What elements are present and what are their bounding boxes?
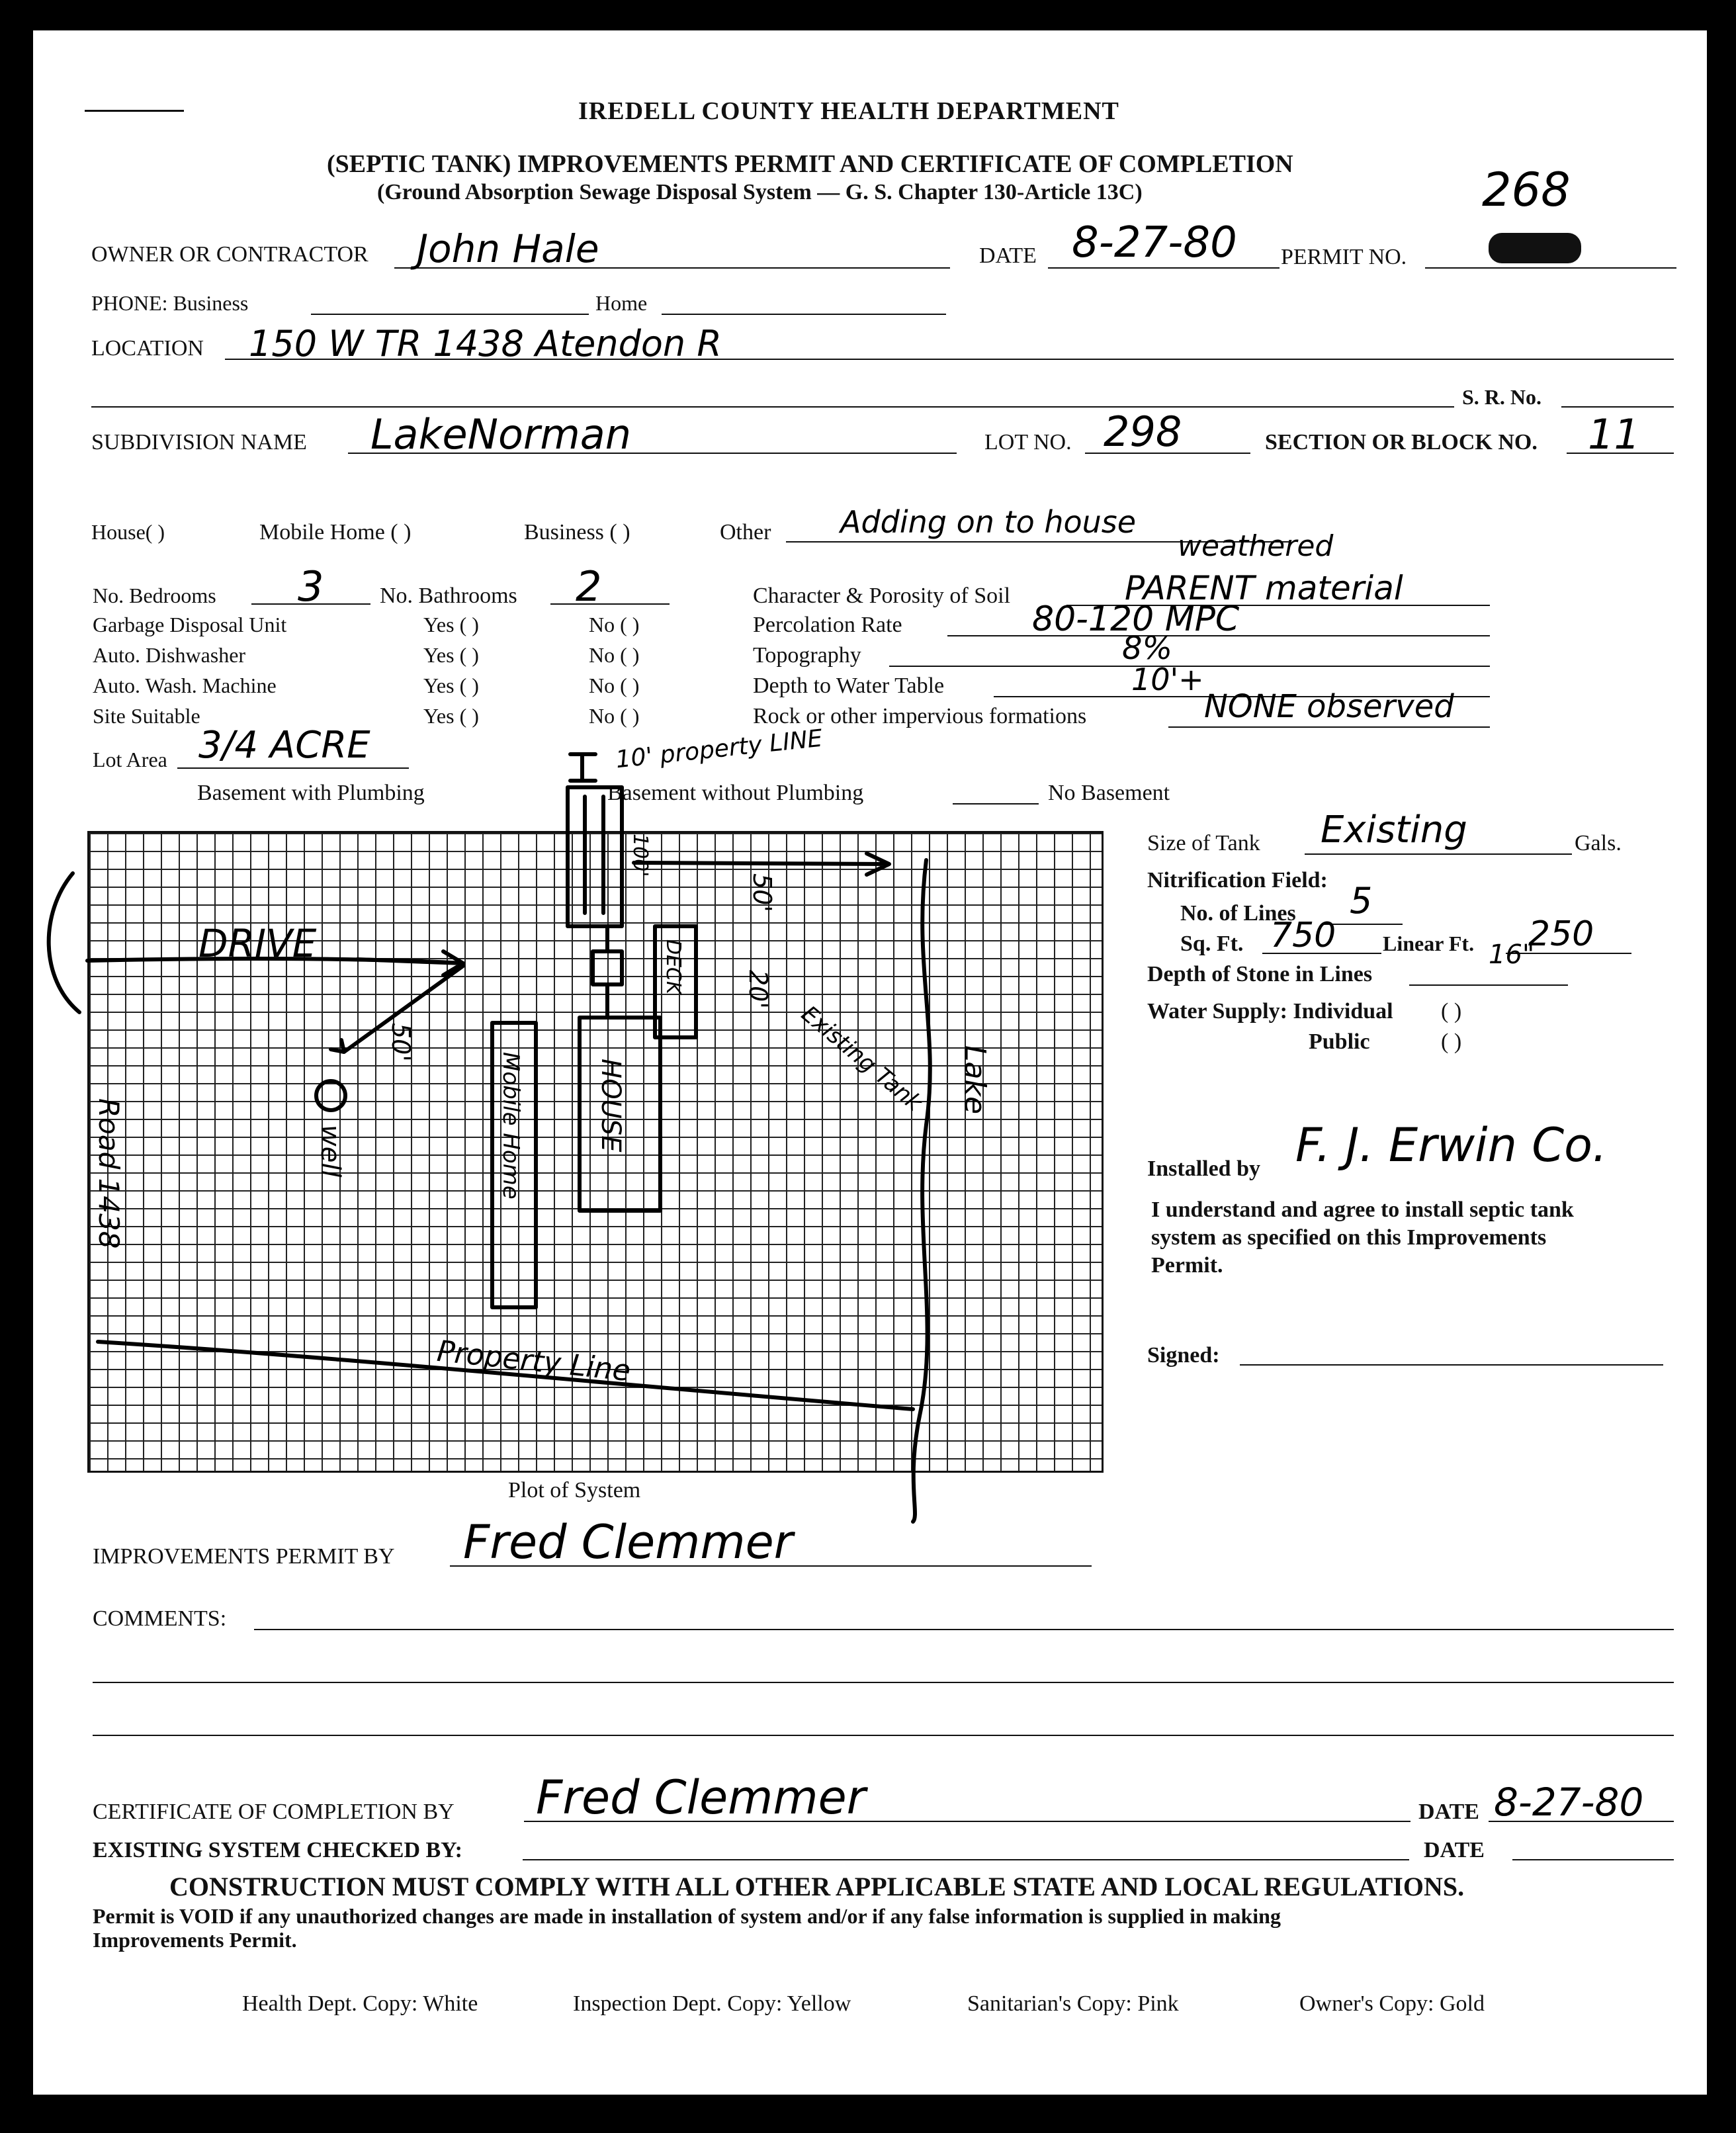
subdivision-value: LakeNorman xyxy=(370,410,632,458)
bedrooms-value: 3 xyxy=(298,562,324,611)
topography-label: Topography xyxy=(753,643,861,668)
section-no-value: 11 xyxy=(1588,410,1640,458)
road-curve xyxy=(49,873,79,1012)
soil-character-note: weathered xyxy=(1178,529,1334,563)
permit-title: (SEPTIC TANK) IMPROVEMENTS PERMIT AND CERTIFICATE OF COMPLETION xyxy=(327,150,1293,178)
comments-line-3 xyxy=(93,1735,1674,1736)
void-notice-2: Improvements Permit. xyxy=(93,1928,297,1952)
bedrooms-label: No. Bedrooms xyxy=(93,584,216,607)
business-checkbox: Business ( ) xyxy=(524,520,630,544)
site-suitable-no: No ( ) xyxy=(589,704,640,728)
copy-sanitarian: Sanitarian's Copy: Pink xyxy=(967,1991,1179,2016)
water-table-value: 10'+ xyxy=(1131,662,1204,697)
tank-size-value: Existing xyxy=(1321,808,1467,851)
wash-machine-label: Auto. Wash. Machine xyxy=(93,674,277,697)
lot-no-value: 298 xyxy=(1104,408,1182,456)
department-title: IREDELL COUNTY HEALTH DEPARTMENT xyxy=(578,97,1119,125)
sketch-distance-50: 50' xyxy=(748,873,777,912)
sketch-deck: DECK xyxy=(662,939,685,994)
bathrooms-label: No. Bathrooms xyxy=(380,584,517,608)
property-line-note: 10' property LINE xyxy=(614,724,824,774)
date-value: 8-27-80 xyxy=(1072,218,1237,267)
improvements-label: IMPROVEMENTS PERMIT BY xyxy=(93,1544,395,1569)
certificate-date-label: DATE xyxy=(1418,1800,1479,1824)
void-notice-1: Permit is VOID if any unauthorized changes are made in installation of system and/or if any false information is supplied in making xyxy=(93,1904,1281,1928)
phone-label: PHONE: Business xyxy=(91,291,249,315)
rock-value: NONE observed xyxy=(1204,688,1454,725)
sketch-lake: Lake xyxy=(958,1045,992,1115)
sketch-drive: DRIVE xyxy=(198,921,317,966)
house-checkbox: House( ) xyxy=(91,520,165,544)
location-value: 150 W TR 1438 Atendon R xyxy=(249,323,722,365)
lot-area-label: Lot Area xyxy=(93,748,167,771)
installed-by-label: Installed by xyxy=(1147,1156,1260,1181)
copy-health: Health Dept. Copy: White xyxy=(242,1991,478,2016)
sketch-well: well xyxy=(315,1125,345,1178)
other-value: Adding on to house xyxy=(840,504,1137,540)
sketch-distance-20: 20' xyxy=(744,970,773,1009)
certificate-label: CERTIFICATE OF COMPLETION BY xyxy=(93,1800,455,1824)
sqft-value: 750 xyxy=(1270,916,1336,955)
existing-date-line xyxy=(1512,1859,1674,1860)
improvements-value: Fred Clemmer xyxy=(463,1515,793,1569)
dishwasher-no: No ( ) xyxy=(589,643,640,667)
permit-number-handwritten: 268 xyxy=(1482,163,1571,217)
sketch-existing-tank: Existing Tank xyxy=(796,1000,928,1117)
linear-ft-value: 250 xyxy=(1528,914,1594,954)
lake-shore xyxy=(913,860,930,1522)
tank-size-label: Size of Tank xyxy=(1147,831,1260,855)
copy-owner: Owner's Copy: Gold xyxy=(1299,1991,1485,2016)
lines-value: 5 xyxy=(1350,880,1373,922)
septic-tank xyxy=(568,787,622,926)
permit-no-label: PERMIT NO. xyxy=(1281,245,1407,269)
mobile-home-checkbox: Mobile Home ( ) xyxy=(259,520,412,544)
basement-with-plumbing: Basement with Plumbing xyxy=(197,781,425,805)
lines-label: No. of Lines xyxy=(1180,901,1296,926)
sketch-mobile-home: Mobile Home xyxy=(498,1052,524,1199)
basement-without-plumbing: Basement without Plumbing xyxy=(607,781,864,805)
wash-machine-yes: Yes ( ) xyxy=(423,674,479,697)
location-label: LOCATION xyxy=(91,336,204,361)
water-supply-label: Water Supply: Individual xyxy=(1147,999,1393,1023)
lot-no-label: LOT NO. xyxy=(984,430,1072,455)
existing-system-label: EXISTING SYSTEM CHECKED BY: xyxy=(93,1838,462,1862)
distance-arrow xyxy=(634,853,889,875)
other-label: Other xyxy=(720,520,771,544)
water-supply-public-box: ( ) xyxy=(1441,1029,1462,1054)
sr-no-label: S. R. No. xyxy=(1462,385,1542,409)
soil-character-value: PARENT material xyxy=(1125,569,1403,607)
sqft-label: Sq. Ft. xyxy=(1180,932,1244,956)
drive-arrow xyxy=(357,951,463,975)
agreement-line-3: Permit. xyxy=(1151,1253,1223,1278)
percolation-label: Percolation Rate xyxy=(753,613,902,637)
distribution-box xyxy=(593,951,622,984)
site-suitable-yes: Yes ( ) xyxy=(423,704,479,728)
topography-value: 8% xyxy=(1122,630,1173,667)
sketch-road: Road 1438 xyxy=(93,1098,125,1249)
garbage-disposal-label: Garbage Disposal Unit xyxy=(93,613,287,636)
sketch-distance-100: 100' xyxy=(629,834,652,877)
wash-machine-no: No ( ) xyxy=(589,674,640,697)
comments-label: COMMENTS: xyxy=(93,1606,227,1631)
owner-value: John Hale xyxy=(417,226,599,271)
existing-system-line xyxy=(523,1859,1409,1860)
copy-inspection: Inspection Dept. Copy: Yellow xyxy=(573,1991,851,2016)
signed-label: Signed: xyxy=(1147,1343,1220,1368)
existing-date-label: DATE xyxy=(1424,1838,1485,1862)
site-suitable-label: Site Suitable xyxy=(93,704,200,728)
water-supply-public: Public xyxy=(1309,1029,1370,1054)
no-basement: No Basement xyxy=(1048,781,1170,805)
phone-home-label: Home xyxy=(595,291,648,315)
soil-character-label: Character & Porosity of Soil xyxy=(753,584,1011,608)
stone-depth-label: Depth of Stone in Lines xyxy=(1147,962,1373,986)
dishwasher-label: Auto. Dishwasher xyxy=(93,643,246,667)
subdivision-label: SUBDIVISION NAME xyxy=(91,430,307,455)
owner-label: OWNER OR CONTRACTOR xyxy=(91,242,369,267)
garbage-yes: Yes ( ) xyxy=(423,613,479,636)
construction-notice: CONSTRUCTION MUST COMPLY WITH ALL OTHER APPLICABLE STATE AND LOCAL REGULATIONS. xyxy=(169,1872,1465,1901)
comments-line-2 xyxy=(93,1682,1674,1683)
lot-area-value: 3/4 ACRE xyxy=(198,724,370,767)
plot-caption: Plot of System xyxy=(508,1478,641,1502)
installed-by-value: F. J. Erwin Co. xyxy=(1295,1118,1608,1172)
certificate-date-value: 8-27-80 xyxy=(1494,1780,1644,1825)
agreement-line-2: system as specified on this Improvements xyxy=(1151,1225,1547,1250)
sketch-house: HOUSE xyxy=(595,1059,626,1153)
linear-ft-label: Linear Ft. xyxy=(1383,932,1475,955)
sketch-distance-50b: 50' xyxy=(386,1023,415,1062)
date-label: DATE xyxy=(979,243,1037,268)
water-supply-individual-box: ( ) xyxy=(1441,999,1462,1023)
certificate-value: Fred Clemmer xyxy=(536,1770,866,1825)
permit-subtitle: (Ground Absorption Sewage Disposal System — G. S. Chapter 130-Article 13C) xyxy=(377,180,1143,204)
section-no-label: SECTION OR BLOCK NO. xyxy=(1265,430,1538,455)
percolation-value: 80-120 MPC xyxy=(1032,599,1240,639)
dishwasher-yes: Yes ( ) xyxy=(423,643,479,667)
garbage-no: No ( ) xyxy=(589,613,640,636)
comments-line-1 xyxy=(254,1629,1674,1630)
bathrooms-value: 2 xyxy=(576,562,602,611)
well-circle xyxy=(316,1081,345,1110)
rock-label: Rock or other impervious formations xyxy=(753,704,1087,728)
nitrification-label: Nitrification Field: xyxy=(1147,868,1328,892)
gals-label: Gals. xyxy=(1575,831,1622,855)
water-table-label: Depth to Water Table xyxy=(753,674,945,698)
sketch-property-line: Property Line xyxy=(435,1334,632,1389)
stone-depth-value: 16" xyxy=(1489,939,1535,970)
agreement-line-1: I understand and agree to install septic tank xyxy=(1151,1197,1574,1222)
